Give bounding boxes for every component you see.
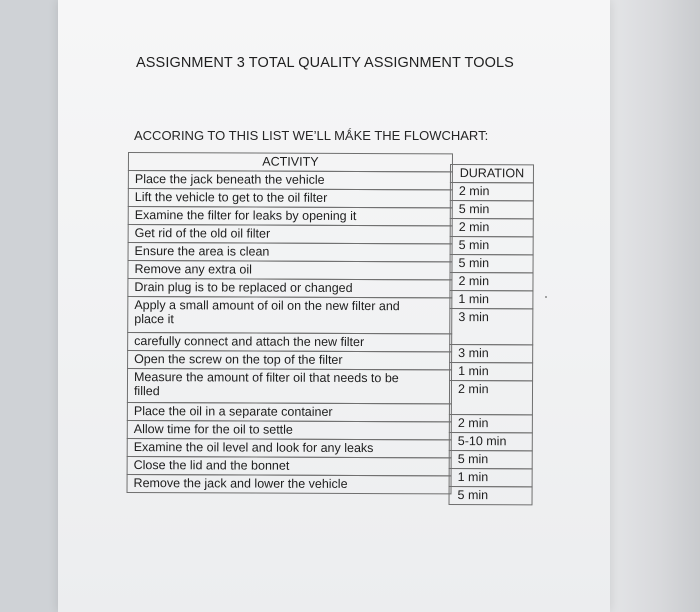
activity-row: Remove any extra oil	[127, 260, 452, 280]
activity-row: Place the jack beneath the vehicle	[128, 170, 453, 190]
activity-row: Allow time for the oil to settle	[127, 420, 452, 440]
activity-row: Examine the oil level and look for any leaks	[127, 438, 452, 458]
duration-cell: 2 min	[449, 414, 533, 433]
duration-cell: 5 min	[450, 200, 534, 219]
duration-cell: 2 min	[449, 380, 533, 415]
background-surface	[600, 0, 700, 612]
activity-row: Measure the amount of filter oil that needs to be filled	[127, 368, 452, 404]
activity-row: Remove the jack and lower the vehicle	[127, 474, 452, 494]
activity-row: Examine the filter for leaks by opening it	[128, 206, 453, 226]
duration-table	[449, 164, 534, 506]
duration-cell: 3 min	[449, 308, 533, 345]
duration-cell: 5 min	[449, 450, 533, 469]
duration-cell: 2 min	[450, 182, 534, 201]
activity-row: Open the screw on the top of the filter	[127, 350, 452, 370]
duration-cell: 1 min	[449, 362, 533, 381]
activity-row: Close the lid and the bonnet	[127, 456, 452, 476]
duration-cell: 3 min	[449, 344, 533, 363]
activity-row: Drain plug is to be replaced or changed	[127, 278, 452, 298]
stray-mark	[545, 296, 547, 298]
activity-row: Lift the vehicle to get to the oil filter	[128, 188, 453, 208]
duration-cell: 2 min	[449, 272, 533, 291]
duration-cell: 5 min	[449, 486, 533, 505]
document-title: ASSIGNMENT 3 TOTAL QUALITY ASSIGNMENT TOOLS	[136, 55, 514, 71]
duration-cell: 5 min	[450, 254, 534, 273]
activity-row: Ensure the area is clean	[128, 242, 453, 262]
activity-row: Place the oil in a separate container	[127, 402, 452, 422]
duration-header: DURATION	[450, 164, 534, 183]
duration-cell: 1 min	[449, 290, 533, 309]
activity-row: Apply a small amount of oil on the new filter and place it	[127, 296, 452, 334]
duration-cell: 2 min	[450, 218, 534, 237]
activity-row: carefully connect and attach the new filter	[127, 332, 452, 352]
activity-header: ACTIVITY	[128, 152, 453, 172]
document-subtitle: ACCORING TO THIS LIST WE’LL MǺKE THE FLOWCHART:	[134, 128, 489, 143]
activity-row: Get rid of the old oil filter	[128, 224, 453, 244]
activity-table	[126, 152, 453, 503]
duration-cell: 5 min	[450, 236, 534, 255]
duration-cell: 5-10 min	[449, 432, 533, 451]
duration-cell: 1 min	[449, 468, 533, 487]
